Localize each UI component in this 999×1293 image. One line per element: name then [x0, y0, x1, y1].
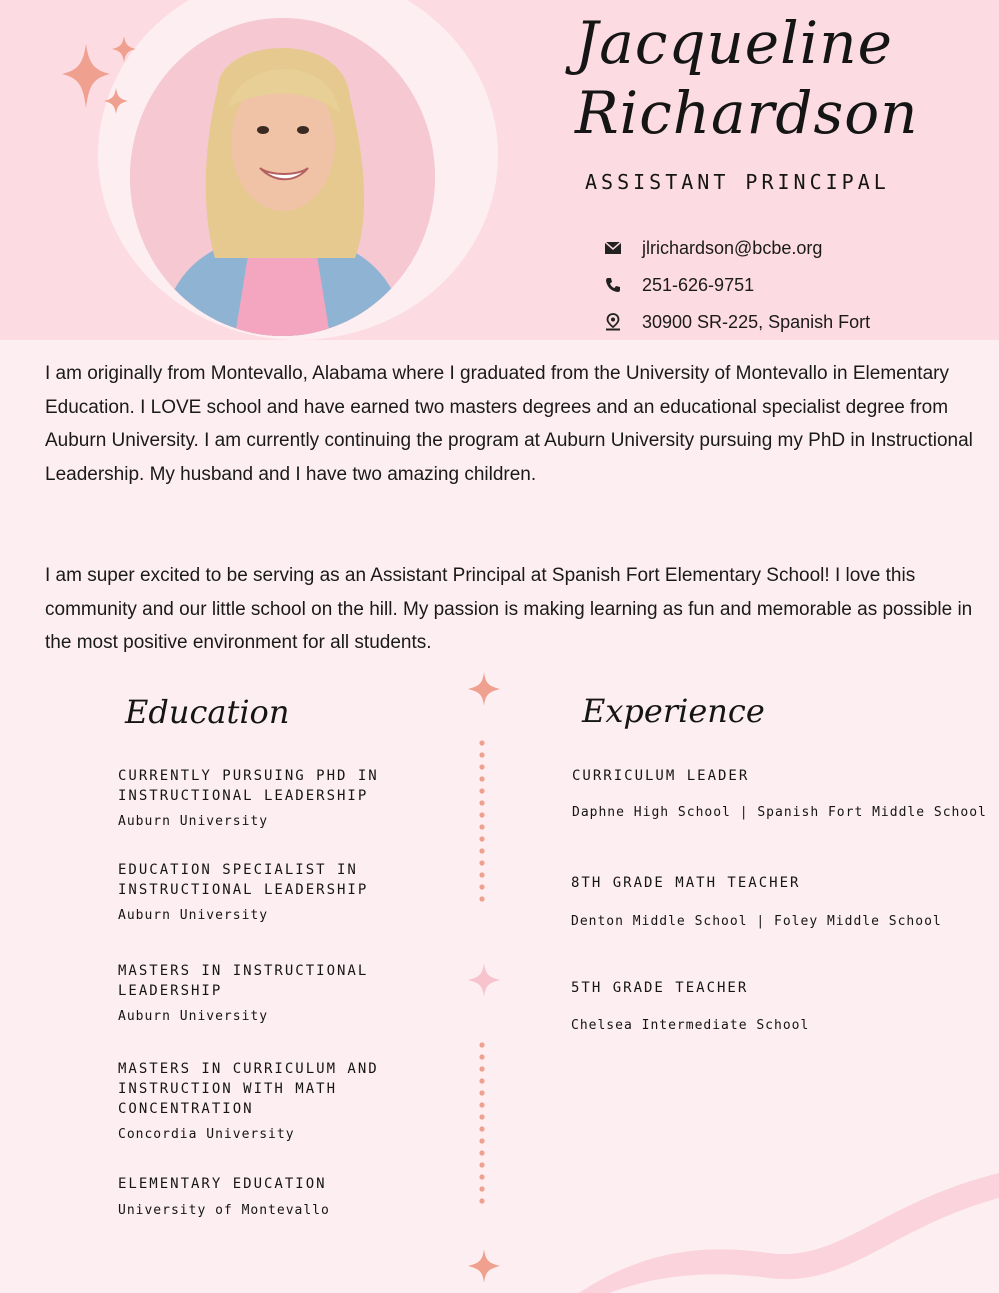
location-pin-icon — [603, 312, 623, 332]
education-item-title: MASTERS IN INSTRUCTIONAL LEADERSHIP — [118, 963, 369, 999]
sparkle-icon — [468, 963, 500, 997]
education-item-title: ELEMENTARY EDUCATION — [118, 1176, 327, 1192]
sparkle-icon — [468, 672, 500, 706]
contact-phone[interactable] — [603, 273, 754, 297]
contact-email[interactable] — [603, 236, 822, 260]
person-name — [575, 8, 919, 148]
experience-item-place: Chelsea Intermediate School — [571, 1018, 810, 1033]
sparkle-icon — [60, 36, 150, 126]
education-item-title: CURRENTLY PURSUING PHD IN INSTRUCTIONAL LEADERSHIP — [118, 768, 379, 804]
phone-text: 251-626-9751 — [642, 274, 755, 295]
education-item-school: Concordia University — [118, 1127, 295, 1142]
education-item-school: Auburn University — [118, 1009, 269, 1024]
experience-item-title: 8TH GRADE MATH TEACHER — [571, 875, 801, 891]
experience-item-place: Daphne High School | Spanish Fort Middle School — [572, 805, 987, 820]
phone-icon — [603, 275, 623, 295]
education-item-title: EDUCATION SPECIALIST IN INSTRUCTIONAL LEADERSHIP — [118, 862, 369, 898]
name-first: Jacqueline — [575, 9, 893, 77]
contact-address[interactable] — [603, 310, 870, 334]
decorative-swoosh — [579, 1143, 999, 1293]
bio-paragraph-2: I am super excited to be serving as an Assistant Principal at Spanish Fort Elementary School! I love this community and our little school on the hill. My passion is making learning as fun and memorable as possible in the most positive environment for all students. — [45, 565, 973, 653]
job-title: ASSISTANT PRINCIPAL — [585, 170, 890, 194]
envelope-icon — [603, 238, 623, 258]
dotted-divider — [479, 1042, 485, 1212]
dotted-divider — [479, 740, 485, 910]
experience-heading: Experience — [582, 692, 765, 730]
education-item-school: Auburn University — [118, 908, 269, 923]
experience-item-title: CURRICULUM LEADER — [572, 768, 750, 784]
education-item-title: MASTERS IN CURRICULUM AND INSTRUCTION WITH MATH CONCENTRATION — [118, 1061, 379, 1117]
education-item-school: Auburn University — [118, 814, 269, 829]
address-text: 30900 SR-225, Spanish Fort — [642, 311, 871, 332]
bio-paragraph-1: I am originally from Montevallo, Alabama where I graduated from the University of Montevallo in Elementary Education. I LOVE school and have earned two masters degrees and an educational specialist degree from Auburn University. I am currently continuing the program at Auburn University pursuing my PhD in Instructional Leadership. My husband and I have two amazing children. — [45, 363, 973, 485]
experience-item-title: 5TH GRADE TEACHER — [571, 980, 749, 996]
experience-item-place: Denton Middle School | Foley Middle School — [571, 914, 942, 929]
sparkle-icon — [468, 1249, 500, 1283]
portrait-photo — [130, 18, 435, 336]
education-heading: Education — [125, 693, 290, 731]
email-text: jlrichardson@bcbe.org — [642, 237, 823, 258]
name-last: Richardson — [575, 79, 919, 147]
education-item-school: University of Montevallo — [118, 1203, 330, 1218]
